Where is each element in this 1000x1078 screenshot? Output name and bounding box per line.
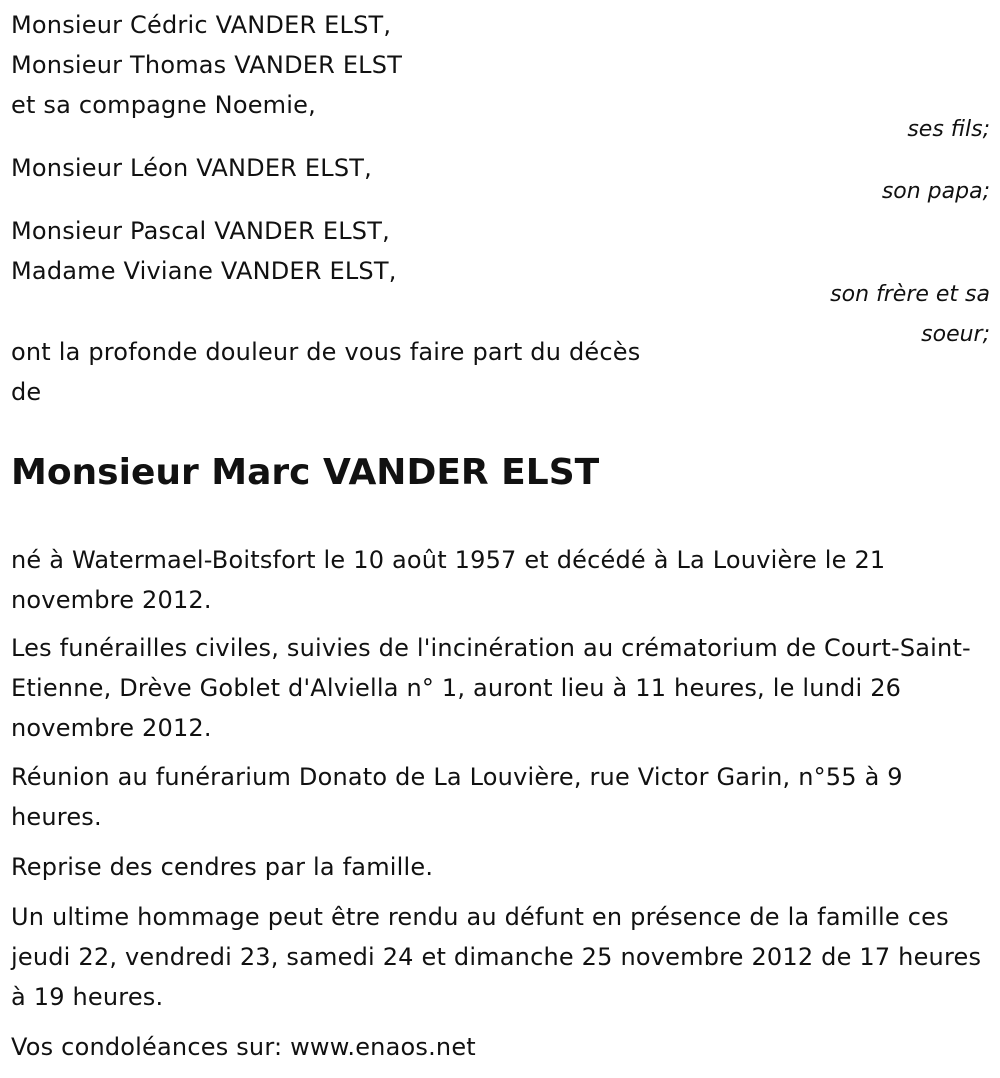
announcement-line-2: de bbox=[11, 378, 42, 406]
siblings-role-label-line2: soeur; bbox=[921, 322, 990, 347]
meeting-paragraph: Réunion au funérarium Donato de La Louvière, rue Victor Garin, n°55 à 9 heures. bbox=[11, 763, 903, 831]
funeral-paragraph: Les funérailles civiles, suivies de l'incinération au crématorium de Court-Saint-Etienne, Drève Goblet d'Alviella n° 1, auront lieu à 11 heures, le lundi 26 novembre 2012. bbox=[11, 634, 971, 742]
family-sibling-1: Monsieur Pascal VANDER ELST, bbox=[11, 217, 390, 245]
father-role-label: son papa; bbox=[881, 179, 990, 204]
sons-role-label: ses fils; bbox=[907, 117, 990, 142]
announcement-line-1: ont la profonde douleur de vous faire part du décès bbox=[11, 338, 641, 366]
ashes-paragraph: Reprise des cendres par la famille. bbox=[11, 853, 434, 881]
family-sibling-2: Madame Viviane VANDER ELST, bbox=[11, 257, 397, 285]
family-son-1: Monsieur Cédric VANDER ELST, bbox=[11, 11, 392, 39]
tribute-paragraph: Un ultime hommage peut être rendu au défunt en présence de la famille ces jeudi 22, vendredi 23, samedi 24 et dimanche 25 novembre 2012 de 17 heures à 19 heures. bbox=[11, 903, 982, 1011]
deceased-name: Monsieur Marc VANDER ELST bbox=[11, 452, 600, 493]
family-father: Monsieur Léon VANDER ELST, bbox=[11, 154, 372, 182]
siblings-role-label-line1: son frère et sa bbox=[830, 282, 990, 307]
condolences-paragraph: Vos condoléances sur: www.enaos.net bbox=[11, 1033, 476, 1061]
family-son-2: Monsieur Thomas VANDER ELST bbox=[11, 51, 403, 79]
family-son-2-partner: et sa compagne Noemie, bbox=[11, 91, 316, 119]
birth-death-paragraph: né à Watermael-Boitsfort le 10 août 1957 et décédé à La Louvière le 21 novembre 2012. bbox=[11, 546, 886, 614]
